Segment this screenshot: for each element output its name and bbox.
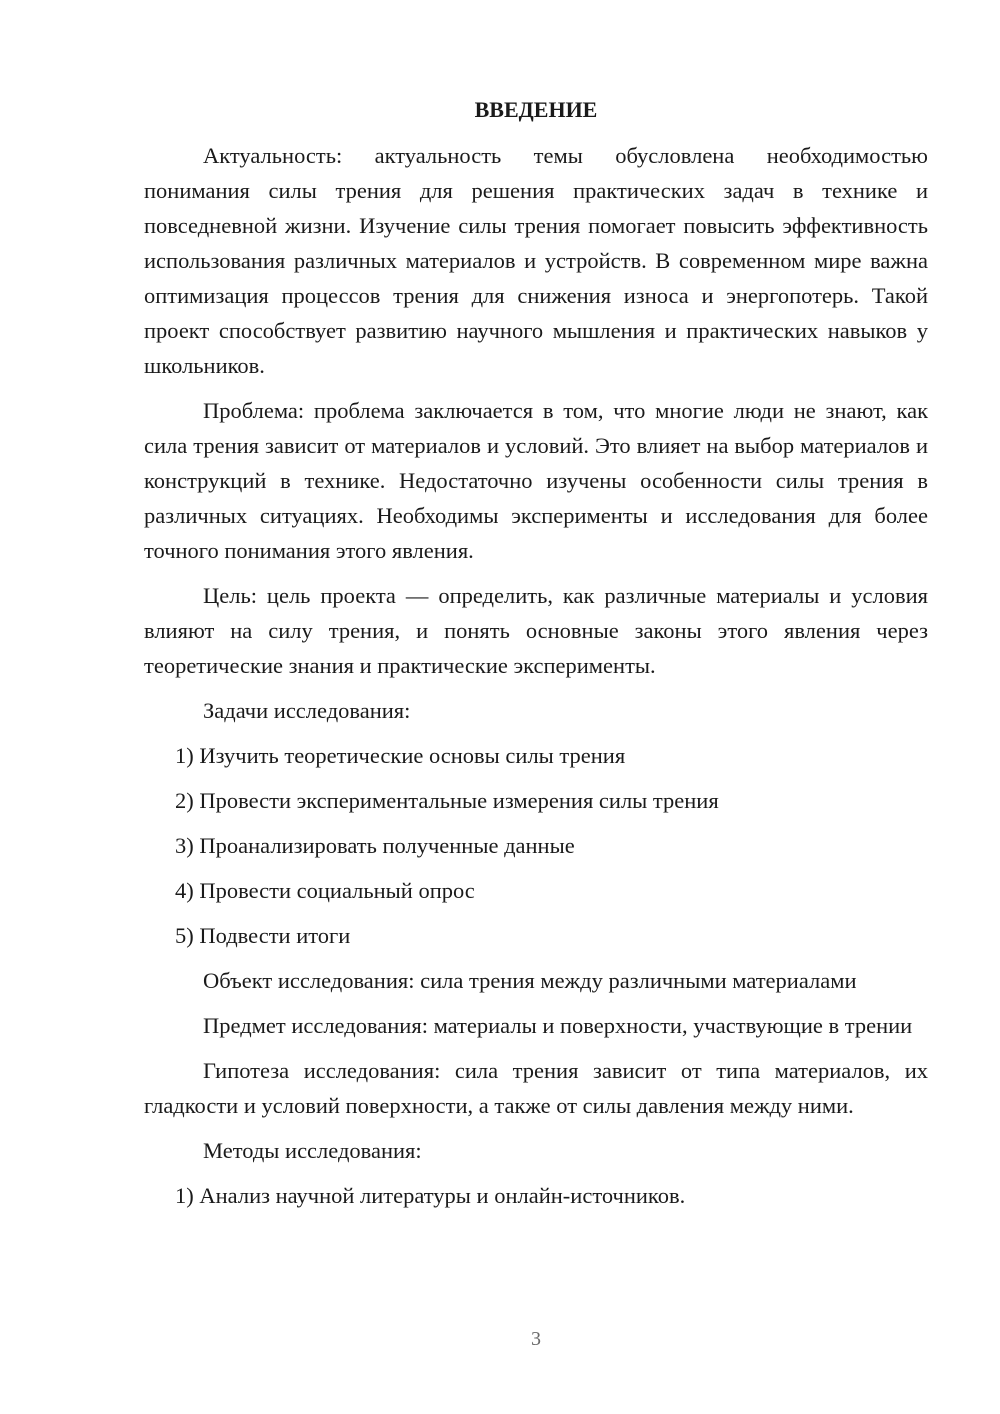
list-item: 4) Провести социальный опрос <box>175 878 475 903</box>
document-page <box>144 90 928 1223</box>
page-title: ВВЕДЕНИЕ <box>474 97 598 122</box>
list-item: 3) Проанализировать полученные данные <box>175 833 575 858</box>
list-item: 1) Анализ научной литературы и онлайн-источников. <box>175 1183 686 1208</box>
tasks-heading: Задачи исследования: <box>203 698 411 723</box>
problem-paragraph: Проблема: проблема заключается в том, что многие люди не знают, как сила трения зависит от материалов и условий. Это влияет на выбор материалов и конструкций в технике. Недостаточно изучены особенности силы трения в различных ситуациях. Необходимы эксперименты и исследования для более точного понимания этого явления. <box>144 398 928 563</box>
subject-paragraph: Предмет исследования: материалы и поверхности, участвующие в трении <box>203 1013 913 1038</box>
list-item: 1) Изучить теоретические основы силы трения <box>175 743 626 768</box>
list-item: 2) Провести экспериментальные измерения силы трения <box>175 788 719 813</box>
list-item: 5) Подвести итоги <box>175 923 351 948</box>
goal-paragraph: Цель: цель проекта — определить, как различные материалы и условия влияют на силу трения, и понять основные законы этого явления через теоретические знания и практические эксперименты. <box>144 583 928 678</box>
methods-heading: Методы исследования: <box>203 1138 422 1163</box>
methods-list <box>144 1178 928 1213</box>
hypothesis-paragraph: Гипотеза исследования: сила трения зависит от типа материалов, их гладкости и условий поверхности, а также от силы давления между ними. <box>144 1058 928 1118</box>
tasks-list <box>144 738 928 953</box>
object-paragraph: Объект исследования: сила трения между различными материалами <box>203 968 857 993</box>
page-number: 3 <box>531 1328 541 1350</box>
relevance-paragraph: Актуальность: актуальность темы обусловлена необходимостью понимания силы трения для решения практических задач в технике и повседневной жизни. Изучение силы трения помогает повысить эффективность использования различных материалов и устройств. В современном мире важна оптимизация процессов трения для снижения износа и энергопотерь. Такой проект способствует развитию научного мышления и практических навыков у школьников. <box>144 143 928 378</box>
